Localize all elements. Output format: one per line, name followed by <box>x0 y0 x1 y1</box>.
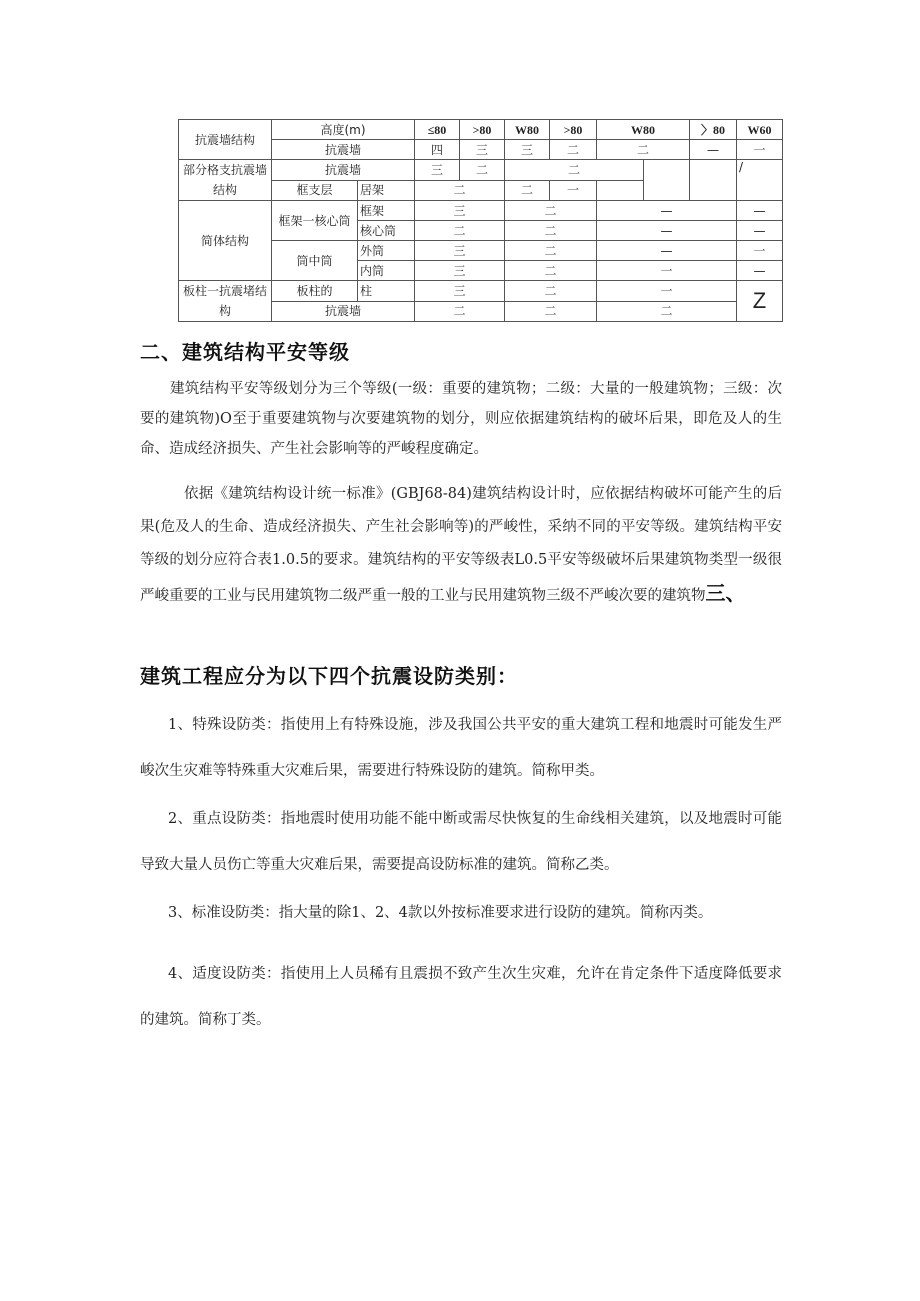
section-heading-number: 三、 <box>705 581 746 605</box>
table-row <box>179 281 783 302</box>
table-cell: 一 <box>550 180 597 201</box>
table-cell: 抗震墙结构 <box>179 120 272 160</box>
seismic-grade-table <box>178 119 783 322</box>
table-row <box>179 160 783 181</box>
table-cell: 简体结构 <box>179 201 272 281</box>
table-cell: W80 <box>597 120 690 140</box>
table-cell <box>690 160 737 201</box>
table-cell: 部分格支抗震墙结构 <box>179 160 272 201</box>
section-heading: 二、建筑结构平安等级 <box>140 340 350 364</box>
table-cell: W80 <box>505 120 550 140</box>
table-cell: 框架 <box>358 201 415 221</box>
table-cell: — <box>737 221 783 241</box>
table-cell: 四 <box>415 140 460 160</box>
table-cell: 三 <box>415 201 505 221</box>
table-cell: 一 <box>597 261 737 281</box>
table-cell: 框架一核心筒 <box>272 201 358 241</box>
table-cell: — <box>737 201 783 221</box>
table-cell: 柱 <box>358 281 415 302</box>
table-cell: 筒中筒 <box>272 241 358 281</box>
table-cell: 二 <box>505 281 597 302</box>
table-cell: 三 <box>505 140 550 160</box>
table-cell: Z <box>737 281 783 322</box>
table-cell: 高度(m) <box>272 120 415 140</box>
table-cell: 居架 <box>358 180 415 201</box>
table-cell: 二 <box>505 221 597 241</box>
table-cell: 二 <box>505 201 597 221</box>
table-cell: 外筒 <box>358 241 415 261</box>
table-cell: 二 <box>550 140 597 160</box>
table-cell: W60 <box>737 120 783 140</box>
table-cell: — <box>597 221 737 241</box>
table-cell: >80 <box>550 120 597 140</box>
list-item: 1、特殊设防类：指使用上有特殊设施，涉及我国公共平安的重大建筑工程和地震时可能发生严峻次生灾难等特殊重大灾难后果，需要进行特殊设防的建筑。简称甲类。 <box>140 717 782 779</box>
table-cell: 二 <box>460 160 505 181</box>
table-cell: / <box>737 160 783 201</box>
table-cell: 三 <box>415 241 505 261</box>
table-cell: 一 <box>737 140 783 160</box>
table-cell: 核心筒 <box>358 221 415 241</box>
table-cell: 二 <box>415 301 505 322</box>
paragraph-text: 依据《建筑结构设计统一标准》(GBJ68-84)建筑结构设计时，应依据结构破坏可能产生的后果(危及人的生命、造成经济损失、产生社会影响等)的严峻性，采纳不同的平安等级。建筑结构平安等级的划分应符合表1.0.5的要求。建筑结构的平安等级表L0.5平安等级破坏后果建筑物类型一级很严峻重要的工业与民用建筑物二级严重一般的工业与民用建筑物三级不严峻次要的建筑物 <box>140 486 782 604</box>
table-cell: 一 <box>597 281 737 302</box>
list-item: 3、标准设防类：指大量的除1、2、4款以外按标准要求进行设防的建筑。简称丙类。 <box>168 905 713 921</box>
table-cell <box>597 180 644 201</box>
table-cell: 框支层 <box>272 180 358 201</box>
table-row <box>179 120 783 140</box>
table-cell: 二 <box>415 180 505 201</box>
table-cell: 三 <box>415 281 505 302</box>
list-item: 4、适度设防类：指使用上人员稀有且震损不致产生次生灾难，允许在肯定条件下适度降低要求的建筑。简称丁类。 <box>140 966 782 1028</box>
table-cell: 抗震墙 <box>272 160 415 181</box>
table-cell: 二 <box>505 160 644 181</box>
table-cell: 〉80 <box>690 120 737 140</box>
table-cell: 二 <box>597 140 690 160</box>
table-cell: 二 <box>597 301 737 322</box>
table-cell <box>644 160 690 201</box>
table-cell: — <box>597 241 737 261</box>
table-cell: 板柱一抗震堵结构 <box>179 281 272 322</box>
table-cell: 二 <box>505 180 550 201</box>
table-cell: >80 <box>460 120 505 140</box>
table-cell: 抗震墙 <box>272 301 415 322</box>
table-cell: — <box>690 140 737 160</box>
table-cell: 二 <box>415 221 505 241</box>
table-cell: 一 <box>737 241 783 261</box>
table-row <box>179 201 783 221</box>
table-cell: 板柱的 <box>272 281 358 302</box>
table-cell: 二 <box>505 241 597 261</box>
table-cell: — <box>597 201 737 221</box>
paragraph: 建筑结构平安等级划分为三个等级(一级：重要的建筑物；二级：大量的一般建筑物；三级：次要的建筑物)O至于重要建筑物与次要建筑物的划分，则应依据建筑结构的破坏后果，即危及人的生命、造成经济损失、产生社会影响等的严峻程度确定。 <box>140 381 782 457</box>
table-cell: — <box>737 261 783 281</box>
paragraph <box>140 478 782 613</box>
table-cell: 二 <box>505 261 597 281</box>
table-cell: 三 <box>415 261 505 281</box>
table-cell: 二 <box>505 301 597 322</box>
table-cell: 三 <box>460 140 505 160</box>
table-cell: 三 <box>415 160 460 181</box>
section-heading: 建筑工程应分为以下四个抗震设防类别： <box>140 664 518 688</box>
table-cell: 抗震墙 <box>272 140 415 160</box>
list-item: 2、重点设防类：指地震时使用功能不能中断或需尽快恢复的生命线相关建筑，以及地震时可能导致大量人员伤亡等重大灾难后果，需要提高设防标准的建筑。简称乙类。 <box>140 811 782 873</box>
table-cell: 内筒 <box>358 261 415 281</box>
table-cell: ≤80 <box>415 120 460 140</box>
